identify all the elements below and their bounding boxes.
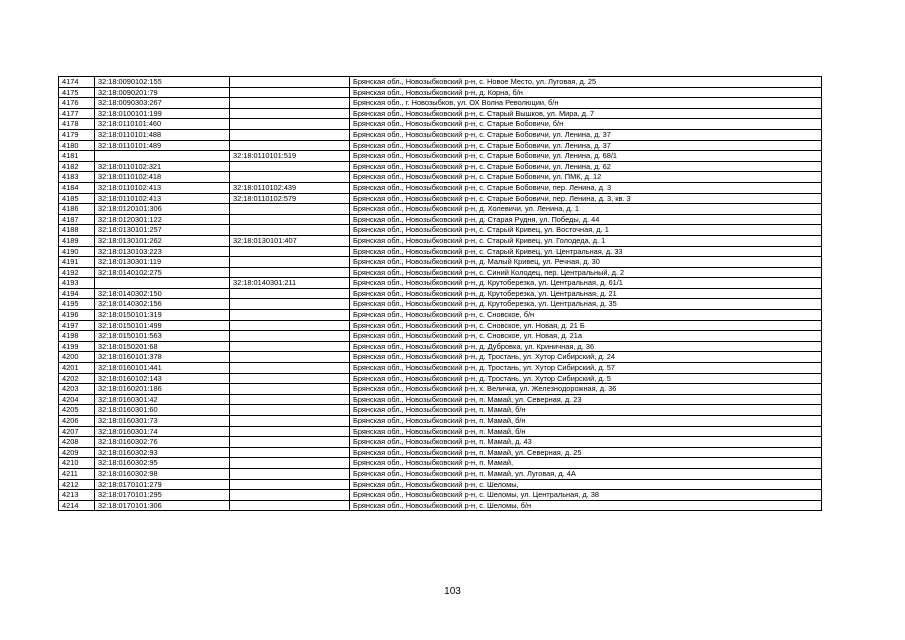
secondary-cadastral-number-cell: 32:18:0110102:439 <box>230 182 350 193</box>
table-row <box>59 384 822 395</box>
cadastral-number-cell: 32:18:0150101:319 <box>95 310 230 321</box>
secondary-cadastral-number-cell <box>230 257 350 268</box>
table-row <box>59 140 822 151</box>
address-cell: Брянская обл., Новозыбковский р-н, с. Сновское, ул. Новая, д. 21 Б <box>350 320 822 331</box>
address-cell: Брянская обл., Новозыбковский р-н, п. Мамай, б/н <box>350 405 822 416</box>
row-number-cell: 4181 <box>59 151 95 162</box>
secondary-cadastral-number-cell <box>230 98 350 109</box>
secondary-cadastral-number-cell <box>230 394 350 405</box>
address-cell: Брянская обл., Новозыбковский р-н, с. Синий Колодец, пер. Центральный, д. 2 <box>350 267 822 278</box>
secondary-cadastral-number-cell <box>230 447 350 458</box>
address-cell: Брянская обл., Новозыбковский р-н, с. Сновское, ул. Новая, д. 21а <box>350 331 822 342</box>
secondary-cadastral-number-cell <box>230 468 350 479</box>
address-cell: Брянская обл., Новозыбковский р-н, с. Старые Бобовичи, пер. Ленина, д. 3, кв. 3 <box>350 193 822 204</box>
cadastral-number-cell: 32:18:0160301:42 <box>95 394 230 405</box>
secondary-cadastral-number-cell <box>230 246 350 257</box>
cadastral-number-cell: 32:18:0110102:413 <box>95 182 230 193</box>
row-number-cell: 4195 <box>59 299 95 310</box>
table-row <box>59 182 822 193</box>
cadastral-number-cell: 32:18:0160301:60 <box>95 405 230 416</box>
address-cell: Брянская обл., Новозыбковский р-н, д. Крутоберезка, ул. Центральная, д. 21 <box>350 288 822 299</box>
row-number-cell: 4197 <box>59 320 95 331</box>
table-row <box>59 108 822 119</box>
table-row <box>59 267 822 278</box>
address-cell: Брянская обл., Новозыбковский р-н, п. Мамай, д. 43 <box>350 437 822 448</box>
secondary-cadastral-number-cell <box>230 331 350 342</box>
address-cell: Брянская обл., Новозыбковский р-н, д. Холевичи, ул. Ленина, д. 1 <box>350 204 822 215</box>
table-row <box>59 161 822 172</box>
table-row <box>59 331 822 342</box>
cadastral-number-cell: 32:18:0130101:257 <box>95 225 230 236</box>
row-number-cell: 4211 <box>59 468 95 479</box>
address-cell: Брянская обл., Новозыбковский р-н, д. Тростань, ул. Хутор Сибирский, д. 24 <box>350 352 822 363</box>
table-row <box>59 129 822 140</box>
cadastral-number-cell: 32:18:0110101:488 <box>95 129 230 140</box>
table-row <box>59 119 822 130</box>
table-row <box>59 288 822 299</box>
table-row <box>59 458 822 469</box>
table-row <box>59 352 822 363</box>
address-cell: Брянская обл., Новозыбковский р-н, с. Сновское, б/н <box>350 310 822 321</box>
row-number-cell: 4187 <box>59 214 95 225</box>
address-cell: Брянская обл., Новозыбковский р-н, д. Дубровка, ул. Криничная, д. 36 <box>350 341 822 352</box>
table-row <box>59 98 822 109</box>
secondary-cadastral-number-cell <box>230 320 350 331</box>
address-cell: Брянская обл., Новозыбковский р-н, с. Старый Кривец, ул. Центральная, д. 33 <box>350 246 822 257</box>
row-number-cell: 4182 <box>59 161 95 172</box>
cadastral-number-cell: 32:18:0160101:441 <box>95 363 230 374</box>
table-row <box>59 257 822 268</box>
row-number-cell: 4212 <box>59 479 95 490</box>
address-cell: Брянская обл., Новозыбковский р-н, с. Шеломы, ул. Центральная, д. 38 <box>350 490 822 501</box>
table-row <box>59 405 822 416</box>
secondary-cadastral-number-cell <box>230 129 350 140</box>
table-row <box>59 204 822 215</box>
cadastral-number-cell: 32:18:0110102:418 <box>95 172 230 183</box>
row-number-cell: 4189 <box>59 235 95 246</box>
cadastral-number-cell: 32:18:0110101:489 <box>95 140 230 151</box>
address-cell: Брянская обл., Новозыбковский р-н, с. Старые Бобовичи, ул. Ленина, д. 68/1 <box>350 151 822 162</box>
table-row <box>59 341 822 352</box>
cadastral-number-cell: 32:18:0160301:74 <box>95 426 230 437</box>
cadastral-number-cell: 32:18:0120101:306 <box>95 204 230 215</box>
row-number-cell: 4185 <box>59 193 95 204</box>
cadastral-number-cell: 32:18:0130101:262 <box>95 235 230 246</box>
cadastral-number-cell: 32:18:0150101:499 <box>95 320 230 331</box>
address-cell: Брянская обл., Новозыбковский р-н, с. Шеломы, <box>350 479 822 490</box>
cadastral-number-cell: 32:18:0120301:122 <box>95 214 230 225</box>
row-number-cell: 4206 <box>59 416 95 427</box>
address-cell: Брянская обл., Новозыбковский р-н, д. Тростань, ул. Хутор Сибирский, д. 57 <box>350 363 822 374</box>
cadastral-number-cell: 32:18:0130301:119 <box>95 257 230 268</box>
secondary-cadastral-number-cell <box>230 373 350 384</box>
cadastral-number-cell: 32:18:0140302:150 <box>95 288 230 299</box>
cadastral-number-cell: 32:18:0160102:143 <box>95 373 230 384</box>
row-number-cell: 4178 <box>59 119 95 130</box>
secondary-cadastral-number-cell <box>230 288 350 299</box>
row-number-cell: 4176 <box>59 98 95 109</box>
cadastral-number-cell <box>95 278 230 289</box>
row-number-cell: 4213 <box>59 490 95 501</box>
table-row <box>59 500 822 511</box>
table-row <box>59 416 822 427</box>
address-cell: Брянская обл., Новозыбковский р-н, п. Мамай, <box>350 458 822 469</box>
table-row <box>59 246 822 257</box>
cadastral-number-cell: 32:18:0170101:279 <box>95 479 230 490</box>
secondary-cadastral-number-cell <box>230 267 350 278</box>
row-number-cell: 4199 <box>59 341 95 352</box>
table-row <box>59 151 822 162</box>
secondary-cadastral-number-cell <box>230 405 350 416</box>
secondary-cadastral-number-cell <box>230 479 350 490</box>
secondary-cadastral-number-cell <box>230 310 350 321</box>
address-cell: Брянская обл., Новозыбковский р-н, д. Тростань, ул. Хутор Сибирский, д. 5 <box>350 373 822 384</box>
address-cell: Брянская обл., Новозыбковский р-н, с. Старые Бобовичи, ул. Ленина, д. 37 <box>350 140 822 151</box>
cadastral-number-cell: 32:18:0170101:295 <box>95 490 230 501</box>
table-row <box>59 426 822 437</box>
table-row <box>59 437 822 448</box>
secondary-cadastral-number-cell: 32:18:0110101:519 <box>230 151 350 162</box>
cadastral-number-cell: 32:18:0110102:413 <box>95 193 230 204</box>
table-row <box>59 225 822 236</box>
cadastral-number-cell: 32:18:0090201:79 <box>95 87 230 98</box>
row-number-cell: 4192 <box>59 267 95 278</box>
cadastral-number-cell: 32:18:0140102:275 <box>95 267 230 278</box>
property-registry-table <box>58 76 822 511</box>
cadastral-number-cell: 32:18:0160201:186 <box>95 384 230 395</box>
cadastral-number-cell: 32:18:0160302:98 <box>95 468 230 479</box>
secondary-cadastral-number-cell <box>230 416 350 427</box>
secondary-cadastral-number-cell <box>230 458 350 469</box>
secondary-cadastral-number-cell <box>230 77 350 88</box>
table-row <box>59 278 822 289</box>
secondary-cadastral-number-cell <box>230 490 350 501</box>
secondary-cadastral-number-cell <box>230 161 350 172</box>
address-cell: Брянская обл., Новозыбковский р-н, с. Старый Кривец, ул. Восточная, д. 1 <box>350 225 822 236</box>
cadastral-number-cell: 32:18:0140302:156 <box>95 299 230 310</box>
address-cell: Брянская обл., Новозыбковский р-н, с. Старые Бобовичи, ул. ПМК, д. 12 <box>350 172 822 183</box>
row-number-cell: 4196 <box>59 310 95 321</box>
table-row <box>59 193 822 204</box>
cadastral-number-cell: 32:18:0160302:76 <box>95 437 230 448</box>
secondary-cadastral-number-cell <box>230 214 350 225</box>
table-row <box>59 77 822 88</box>
address-cell: Брянская обл., Новозыбковский р-н, д. Старая Рудня, ул. Победы, д. 44 <box>350 214 822 225</box>
table-row <box>59 447 822 458</box>
cadastral-number-cell: 32:18:0090303:267 <box>95 98 230 109</box>
secondary-cadastral-number-cell <box>230 87 350 98</box>
table-row <box>59 479 822 490</box>
secondary-cadastral-number-cell: 32:18:0110102:579 <box>230 193 350 204</box>
row-number-cell: 4179 <box>59 129 95 140</box>
secondary-cadastral-number-cell <box>230 363 350 374</box>
page-number: 103 <box>444 586 461 597</box>
table-row <box>59 363 822 374</box>
cadastral-number-cell: 32:18:0160302:93 <box>95 447 230 458</box>
cadastral-number-cell: 32:18:0150201:68 <box>95 341 230 352</box>
table-row <box>59 373 822 384</box>
cadastral-number-cell: 32:18:0100101:199 <box>95 108 230 119</box>
address-cell: Брянская обл., Новозыбковский р-н, д. Малый Кривец, ул. Речная, д. 30 <box>350 257 822 268</box>
row-number-cell: 4203 <box>59 384 95 395</box>
address-cell: Брянская обл., Новозыбковский р-н, с. Старый Вышков, ул. Мира, д. 7 <box>350 108 822 119</box>
row-number-cell: 4201 <box>59 363 95 374</box>
secondary-cadastral-number-cell <box>230 299 350 310</box>
registry-table-body <box>59 77 822 511</box>
table-row <box>59 310 822 321</box>
address-cell: Брянская обл., Новозыбковский р-н, п. Мамай, ул. Северная, д. 23 <box>350 394 822 405</box>
row-number-cell: 4183 <box>59 172 95 183</box>
secondary-cadastral-number-cell <box>230 108 350 119</box>
secondary-cadastral-number-cell <box>230 172 350 183</box>
cadastral-number-cell: 32:18:0160301:73 <box>95 416 230 427</box>
row-number-cell: 4204 <box>59 394 95 405</box>
secondary-cadastral-number-cell: 32:18:0140301:211 <box>230 278 350 289</box>
row-number-cell: 4174 <box>59 77 95 88</box>
row-number-cell: 4198 <box>59 331 95 342</box>
cadastral-number-cell: 32:18:0160101:378 <box>95 352 230 363</box>
row-number-cell: 4207 <box>59 426 95 437</box>
row-number-cell: 4186 <box>59 204 95 215</box>
row-number-cell: 4177 <box>59 108 95 119</box>
table-row <box>59 299 822 310</box>
table-row <box>59 235 822 246</box>
table-row <box>59 394 822 405</box>
secondary-cadastral-number-cell <box>230 341 350 352</box>
table-row <box>59 490 822 501</box>
cadastral-number-cell: 32:18:0110102:321 <box>95 161 230 172</box>
table-row <box>59 87 822 98</box>
cadastral-number-cell: 32:18:0130103:223 <box>95 246 230 257</box>
secondary-cadastral-number-cell <box>230 437 350 448</box>
row-number-cell: 4210 <box>59 458 95 469</box>
row-number-cell: 4194 <box>59 288 95 299</box>
row-number-cell: 4188 <box>59 225 95 236</box>
secondary-cadastral-number-cell <box>230 225 350 236</box>
table-row <box>59 214 822 225</box>
row-number-cell: 4193 <box>59 278 95 289</box>
row-number-cell: 4202 <box>59 373 95 384</box>
address-cell: Брянская обл., Новозыбковский р-н, п. Мамай, ул. Северная, д. 25 <box>350 447 822 458</box>
address-cell: Брянская обл., Новозыбковский р-н, д. Крутоберезка, ул. Центральная, д. 61/1 <box>350 278 822 289</box>
secondary-cadastral-number-cell: 32:18:0130101:407 <box>230 235 350 246</box>
row-number-cell: 4184 <box>59 182 95 193</box>
secondary-cadastral-number-cell <box>230 384 350 395</box>
secondary-cadastral-number-cell <box>230 204 350 215</box>
row-number-cell: 4208 <box>59 437 95 448</box>
address-cell: Брянская обл., Новозыбковский р-н, с. Новое Место, ул. Луговая, д. 25 <box>350 77 822 88</box>
secondary-cadastral-number-cell <box>230 500 350 511</box>
secondary-cadastral-number-cell <box>230 352 350 363</box>
cadastral-number-cell: 32:18:0150101:563 <box>95 331 230 342</box>
address-cell: Брянская обл., Новозыбковский р-н, с. Старые Бобовичи, ул. Ленина, д. 62 <box>350 161 822 172</box>
address-cell: Брянская обл., г. Новозыбков, ул. ОХ Волна Революции, б/н <box>350 98 822 109</box>
row-number-cell: 4175 <box>59 87 95 98</box>
cadastral-number-cell <box>95 151 230 162</box>
table-row <box>59 172 822 183</box>
row-number-cell: 4205 <box>59 405 95 416</box>
cadastral-number-cell: 32:18:0110101:460 <box>95 119 230 130</box>
table-row <box>59 320 822 331</box>
address-cell: Брянская обл., Новозыбковский р-н, с. Старые Бобовичи, б/н <box>350 119 822 130</box>
address-cell: Брянская обл., Новозыбковский р-н, х. Величка, ул. Железнодорожная, д. 36 <box>350 384 822 395</box>
row-number-cell: 4190 <box>59 246 95 257</box>
secondary-cadastral-number-cell <box>230 426 350 437</box>
address-cell: Брянская обл., Новозыбковский р-н, д. Корна, б/н <box>350 87 822 98</box>
cadastral-number-cell: 32:18:0090102:155 <box>95 77 230 88</box>
secondary-cadastral-number-cell <box>230 119 350 130</box>
table-row <box>59 468 822 479</box>
row-number-cell: 4200 <box>59 352 95 363</box>
address-cell: Брянская обл., Новозыбковский р-н, с. Старые Бобовичи, ул. Ленина, д. 37 <box>350 129 822 140</box>
cadastral-number-cell: 32:18:0170101:306 <box>95 500 230 511</box>
secondary-cadastral-number-cell <box>230 140 350 151</box>
address-cell: Брянская обл., Новозыбковский р-н, п. Мамай, б/н <box>350 416 822 427</box>
address-cell: Брянская обл., Новозыбковский р-н, п. Мамай, ул. Луговая, д. 4А <box>350 468 822 479</box>
address-cell: Брянская обл., Новозыбковский р-н, п. Мамай, б/н <box>350 426 822 437</box>
address-cell: Брянская обл., Новозыбковский р-н, с. Старые Бобовичи, пер. Ленина, д. 3 <box>350 182 822 193</box>
address-cell: Брянская обл., Новозыбковский р-н, с. Старый Кривец, ул. Голодеда, д. 1 <box>350 235 822 246</box>
row-number-cell: 4209 <box>59 447 95 458</box>
row-number-cell: 4191 <box>59 257 95 268</box>
address-cell: Брянская обл., Новозыбковский р-н, с. Шеломы, б/н <box>350 500 822 511</box>
row-number-cell: 4180 <box>59 140 95 151</box>
cadastral-number-cell: 32:18:0160302:95 <box>95 458 230 469</box>
address-cell: Брянская обл., Новозыбковский р-н, д. Крутоберезка, ул. Центральная, д. 35 <box>350 299 822 310</box>
row-number-cell: 4214 <box>59 500 95 511</box>
